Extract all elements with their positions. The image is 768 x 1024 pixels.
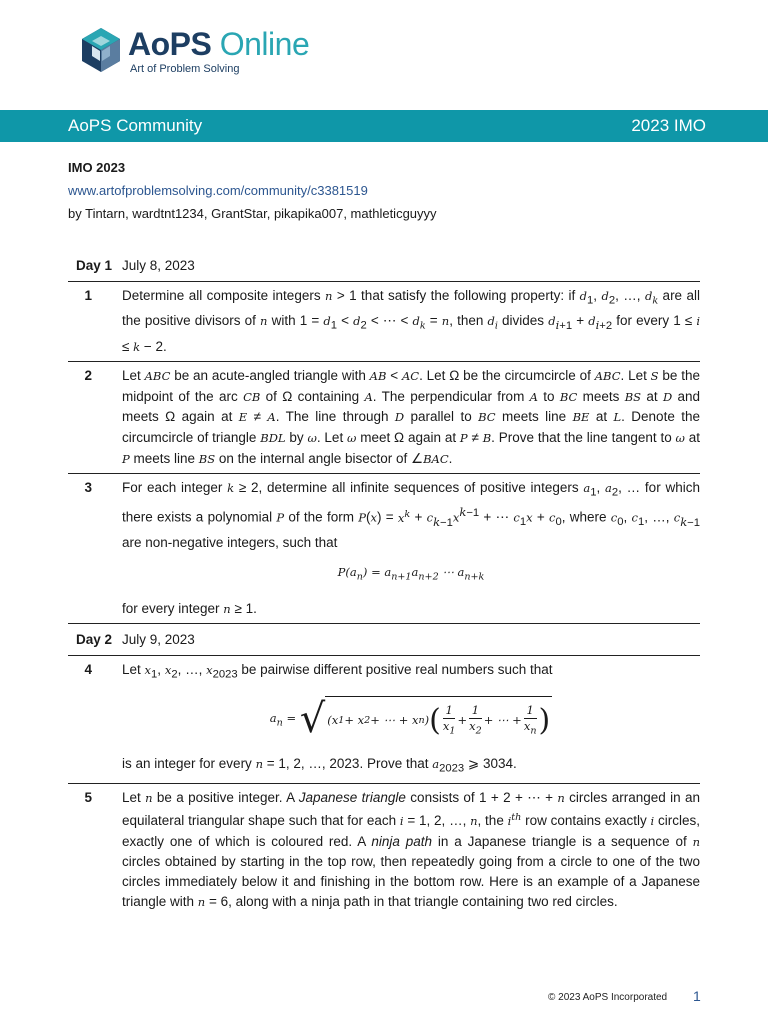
day-label: Day 2: [75, 632, 112, 648]
problem-item: [68, 656, 700, 783]
problem-number: 2: [84, 368, 92, 384]
problem-item: [68, 282, 700, 361]
problem-statement: Determine all composite integers n > 1 that satisfy the following property: if $d_1$, $d_2$, …, $d_k$ are all the positive divisors of n with $1 = d_1 < d_2$ < ⋯ < $d_k = n$, then $d_i$ divides $d_{i+1} + d_{i+2}$ for every 1 ≤ i ≤ k − 2.: [122, 288, 701, 354]
display-equation: $a_n$ = √ (x 1 + x 2 + ⋯ + x n ) ( $\frac{1}{x_1}$ + $\frac{1}{x_2}$ + ⋯ + $\frac{1}{x_n}$ ): [269, 695, 551, 742]
problem-statement: Let n be a positive integer. A Japanese triangle consists of 1 + 2 + ⋯ + n circles arranged in an equilateral triangular shape such that for each i = 1, 2, …, n, the $i^{th}$ row contains exactly i circles, exactly one of which is coloured red. A ninja path in a Japanese triangle is a sequence of n circles obtained by starting in the top row, then repeatedly going from a circle to one of the two circles immediately below it and finishing in the bottom row. Here is an example of a Japanese triangle with n = 6, along with a ninja path in that triangle containing two red circles.: [122, 789, 700, 909]
contest-title: IMO 2023: [68, 160, 126, 175]
problem-number: 3: [84, 480, 92, 496]
banner-contest-label: 2023 IMO: [631, 116, 706, 135]
community-link[interactable]: www.artofproblemsolving.com/community/c3381519: [68, 183, 368, 198]
problem-item: [68, 362, 700, 473]
problem-statement: Let ABC be an acute-angled triangle with AB < AC. Let Ω be the circumcircle of ABC. Let S be the midpoint of the arc CB of Ω containing A. The perpendicular from A to BC meets BS at D and meets Ω again at E ≠ A. The line through D parallel to BC meets line BE at L. Denote the circumcircle of triangle BDL by ω. Let ω meet Ω again at P ≠ B. Prove that the line tangent to ω at P meets line BS on the internal angle bisector of ∠BAC.: [122, 368, 701, 466]
aops-online-logo: [80, 26, 309, 82]
day-date: July 8, 2023: [122, 258, 195, 273]
logo-wordmark: [128, 26, 309, 62]
footer-copyright: © 2023 AoPS Incorporated: [548, 992, 668, 1003]
header-banner: [0, 110, 768, 142]
problem-list: [68, 250, 700, 916]
banner-community-label: AoPS Community: [68, 116, 203, 135]
problem-number: 1: [84, 288, 92, 303]
authors-line: by Tintarn, wardtnt1234, GrantStar, pikapika007, mathleticguyyy: [68, 206, 437, 221]
contest-meta: [68, 156, 437, 225]
display-equation: $P(a_n) = a_{n+1}a_{n+2}$ ⋯ $a_{n+k}$: [337, 564, 485, 583]
logo-aops-text: AoPS: [128, 26, 212, 62]
problem-number: 4: [84, 662, 92, 678]
day-date: July 9, 2023: [122, 632, 195, 648]
logo-tagline: Art of Problem Solving: [130, 63, 240, 75]
day-header: [68, 624, 700, 655]
problem-statement: For each integer k ≥ 2, determine all infinite sequences of positive integers $a_1$, $a_2$, … for which there exists a polynomial P of the form $P(x) = x^k + c_{k-1}x^{k-1}$ + ⋯ $c_1x + c_0$, where $c_0$, $c_1$, …, $c_{k-1}$ are non-negative integers, such that $P(a_n) = a_{n+1}a_{n+2}$ ⋯ $a_{n+k}$ for every integer n ≥ 1.: [122, 480, 700, 616]
day-label: Day 1: [75, 258, 112, 273]
cube-logo-icon: [80, 26, 122, 74]
problem-item: [68, 784, 700, 916]
problem-item: [68, 474, 700, 623]
problem-statement: Let $x_1$, $x_2$, …, $x_{2023}$ be pairwise different positive real numbers such that $a_n$ = √ (x 1 + x 2 + ⋯ + x n ) ( $\frac{1}{x_1}$ + $\frac{1}{x_2}$ + ⋯ + $\frac{1}{x_n}$ ) is an integer for every n = 1, 2, …, 2023. Prove that $a_{2023}$ ⩾ 3034.: [122, 660, 700, 779]
page-number: 1: [693, 988, 701, 1004]
problem-number: 5: [84, 789, 92, 805]
logo-online-text: Online: [219, 26, 310, 62]
day-header: [68, 250, 700, 281]
